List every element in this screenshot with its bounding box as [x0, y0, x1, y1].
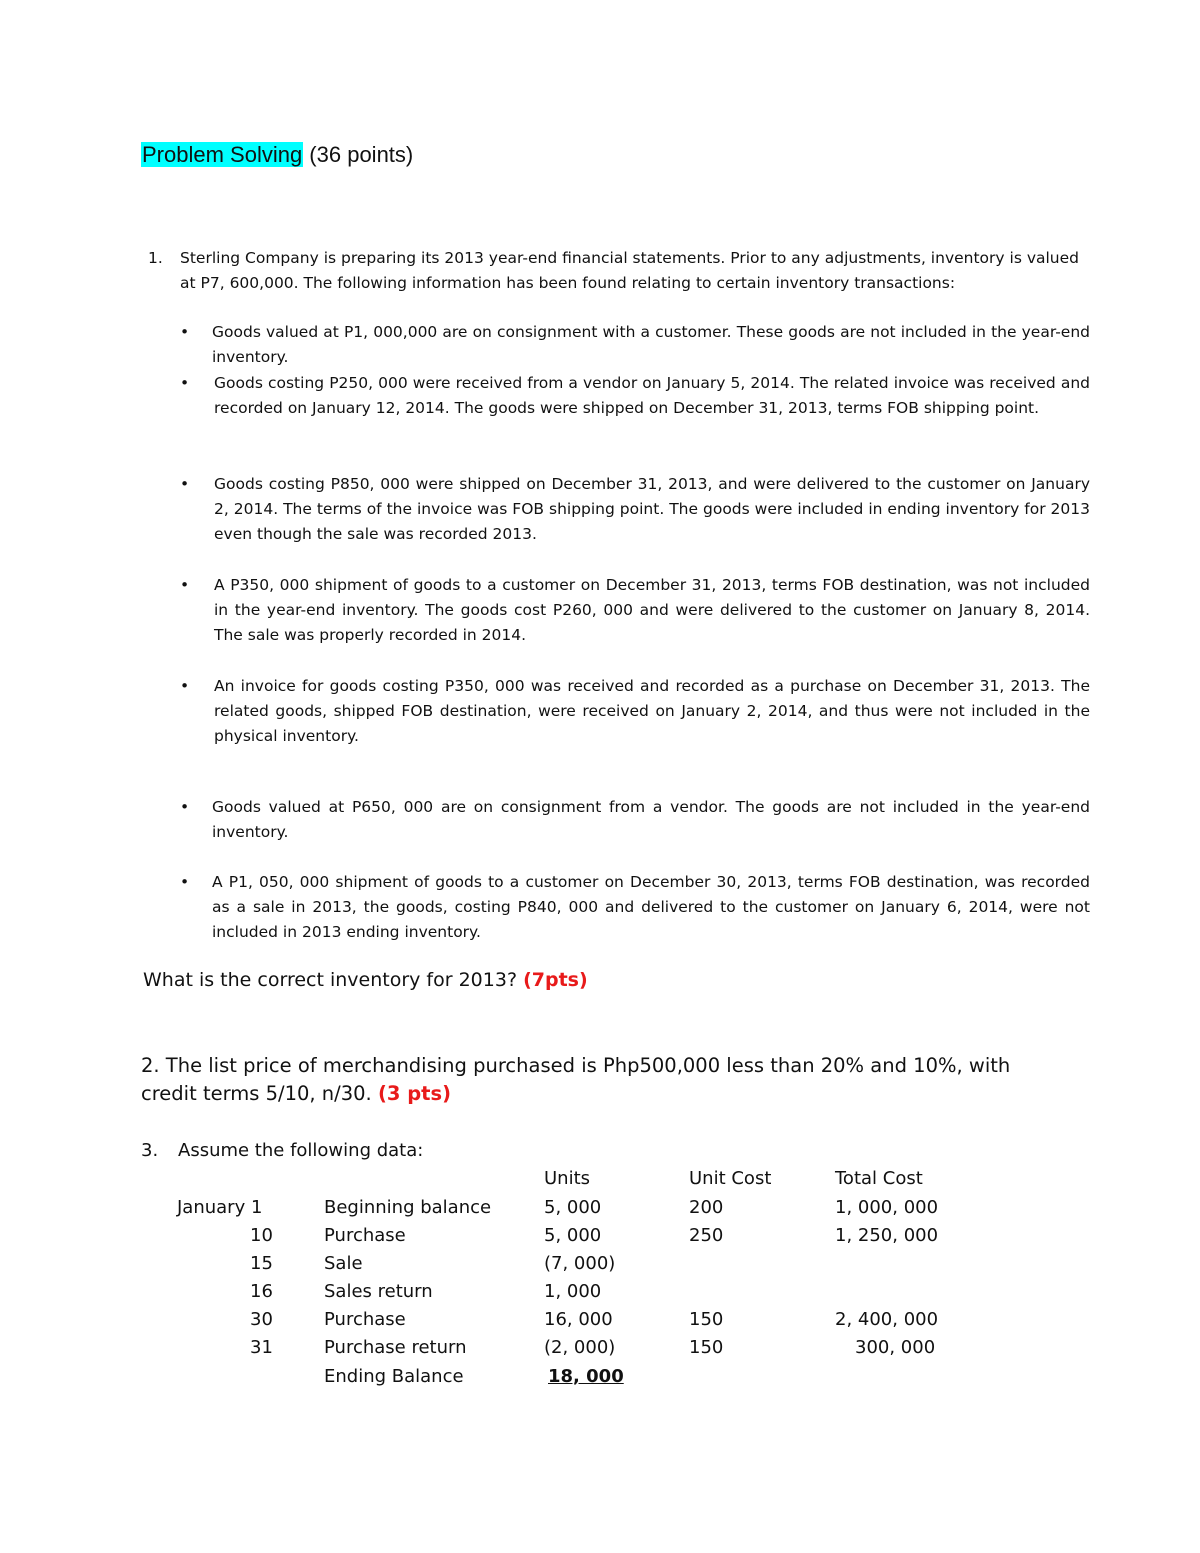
table-cell-units: (2, 000)	[544, 1337, 616, 1358]
table-cell-unit-cost: 150	[689, 1309, 724, 1330]
bullet-item	[180, 870, 1090, 945]
bullet-item	[180, 472, 1090, 547]
bullet-item	[180, 795, 1090, 845]
bullet-glyph: •	[180, 677, 190, 695]
table-cell-total-cost: 300, 000	[855, 1337, 936, 1358]
table-cell-description: Beginning balance	[324, 1197, 492, 1218]
bullet-glyph: •	[180, 798, 190, 816]
bullet-item	[180, 674, 1090, 749]
question-1-prompt	[143, 966, 588, 994]
table-cell-units: 16, 000	[544, 1309, 613, 1330]
bullet-glyph: •	[180, 323, 190, 341]
table-cell-date: 15	[250, 1253, 273, 1274]
bullet-text: Goods valued at P650, 000 are on consignment from a vendor. The goods are not included in the year-end inventory.	[212, 798, 1090, 841]
question-3-intro	[141, 1138, 423, 1164]
table-cell-total-cost: 1, 000, 000	[835, 1197, 939, 1218]
table-cell-description: Purchase	[324, 1225, 406, 1246]
column-header-units: Units	[544, 1168, 591, 1189]
bullet-item	[180, 320, 1090, 370]
question-2-text: 2. The list price of merchandising purchased is Php500,000 less than 20% and 10%, with credit terms 5/10, n/30.	[141, 1054, 1011, 1105]
question-3-text: Assume the following data:	[178, 1140, 424, 1161]
table-cell-total-cost: 1, 250, 000	[835, 1225, 939, 1246]
bullet-glyph: •	[180, 873, 190, 891]
table-cell-unit-cost: 200	[689, 1197, 724, 1218]
table-cell-date: 31	[250, 1337, 273, 1358]
bullet-glyph: •	[180, 374, 190, 392]
table-cell-description: Purchase return	[324, 1337, 467, 1358]
table-cell-description: Purchase	[324, 1309, 406, 1330]
bullet-text: Goods costing P850, 000 were shipped on December 31, 2013, and were delivered to the customer on January 2, 2014. The terms of the invoice was FOB shipping point. The goods were included in ending inventory for 2013 even though the sale was recorded 2013.	[214, 475, 1090, 543]
bullet-text: Goods valued at P1, 000,000 are on consignment with a customer. These goods are not included in the year-end inventory.	[212, 323, 1090, 366]
bullet-item	[180, 371, 1090, 421]
bullet-glyph: •	[180, 475, 190, 493]
table-cell-units: (7, 000)	[544, 1253, 616, 1274]
table-cell-units: 1, 000	[544, 1281, 602, 1302]
table-cell-date: 16	[250, 1281, 273, 1302]
question-number: 3.	[141, 1140, 159, 1161]
question-2-points: (3 pts)	[377, 1082, 452, 1105]
bullet-glyph: •	[180, 576, 190, 594]
question-1-prompt-text: What is the correct inventory for 2013?	[143, 969, 524, 991]
section-heading	[141, 140, 413, 170]
table-cell-date: January 1	[177, 1197, 263, 1218]
heading-highlight: Problem Solving	[142, 142, 303, 167]
question-2	[141, 1052, 1071, 1108]
question-1-text: Sterling Company is preparing its 2013 year-end financial statements. Prior to any adjustments, inventory is valued at P7, 600,000. The following information has been found relating to certain inventory transactions:	[180, 249, 1079, 292]
bullet-item	[180, 573, 1090, 648]
table-cell-description: Sale	[324, 1253, 363, 1274]
table-cell-description: Sales return	[324, 1281, 433, 1302]
table-cell-units: 5, 000	[544, 1225, 602, 1246]
table-cell-date: 10	[250, 1225, 273, 1246]
bullet-text: A P350, 000 shipment of goods to a customer on December 31, 2013, terms FOB destination, was not included in the year-end inventory. The goods cost P260, 000 and were delivered to the customer on January 8, 2014. The sale was properly recorded in 2014.	[214, 576, 1090, 644]
table-cell-total-cost: 2, 400, 000	[835, 1309, 939, 1330]
bullet-text: An invoice for goods costing P350, 000 was received and recorded as a purchase on December 31, 2013. The related goods, shipped FOB destination, were received on January 2, 2014, and thus were not included in the physical inventory.	[214, 677, 1090, 745]
bullet-text: A P1, 050, 000 shipment of goods to a customer on December 30, 2013, terms FOB destination, was recorded as a sale in 2013, the goods, costing P840, 000 and delivered to the customer on January 6, 2014, were not included in 2013 ending inventory.	[212, 873, 1090, 941]
table-cell-unit-cost: 250	[689, 1225, 724, 1246]
table-cell-date: 30	[250, 1309, 273, 1330]
question-number: 1.	[148, 249, 163, 267]
heading-points: (36 points)	[303, 142, 414, 167]
table-cell-units-total: 18, 000	[548, 1366, 624, 1387]
column-header-total-cost: Total Cost	[835, 1168, 923, 1189]
table-cell-description: Ending Balance	[324, 1366, 464, 1387]
column-header-unit-cost: Unit Cost	[689, 1168, 772, 1189]
question-1-points: (7pts)	[523, 969, 588, 991]
table-cell-units: 5, 000	[544, 1197, 602, 1218]
table-cell-unit-cost: 150	[689, 1337, 724, 1358]
question-1-intro	[148, 246, 1093, 296]
bullet-text: Goods costing P250, 000 were received from a vendor on January 5, 2014. The related invoice was received and recorded on January 12, 2014. The goods were shipped on December 31, 2013, terms FOB shipping point.	[214, 374, 1090, 417]
